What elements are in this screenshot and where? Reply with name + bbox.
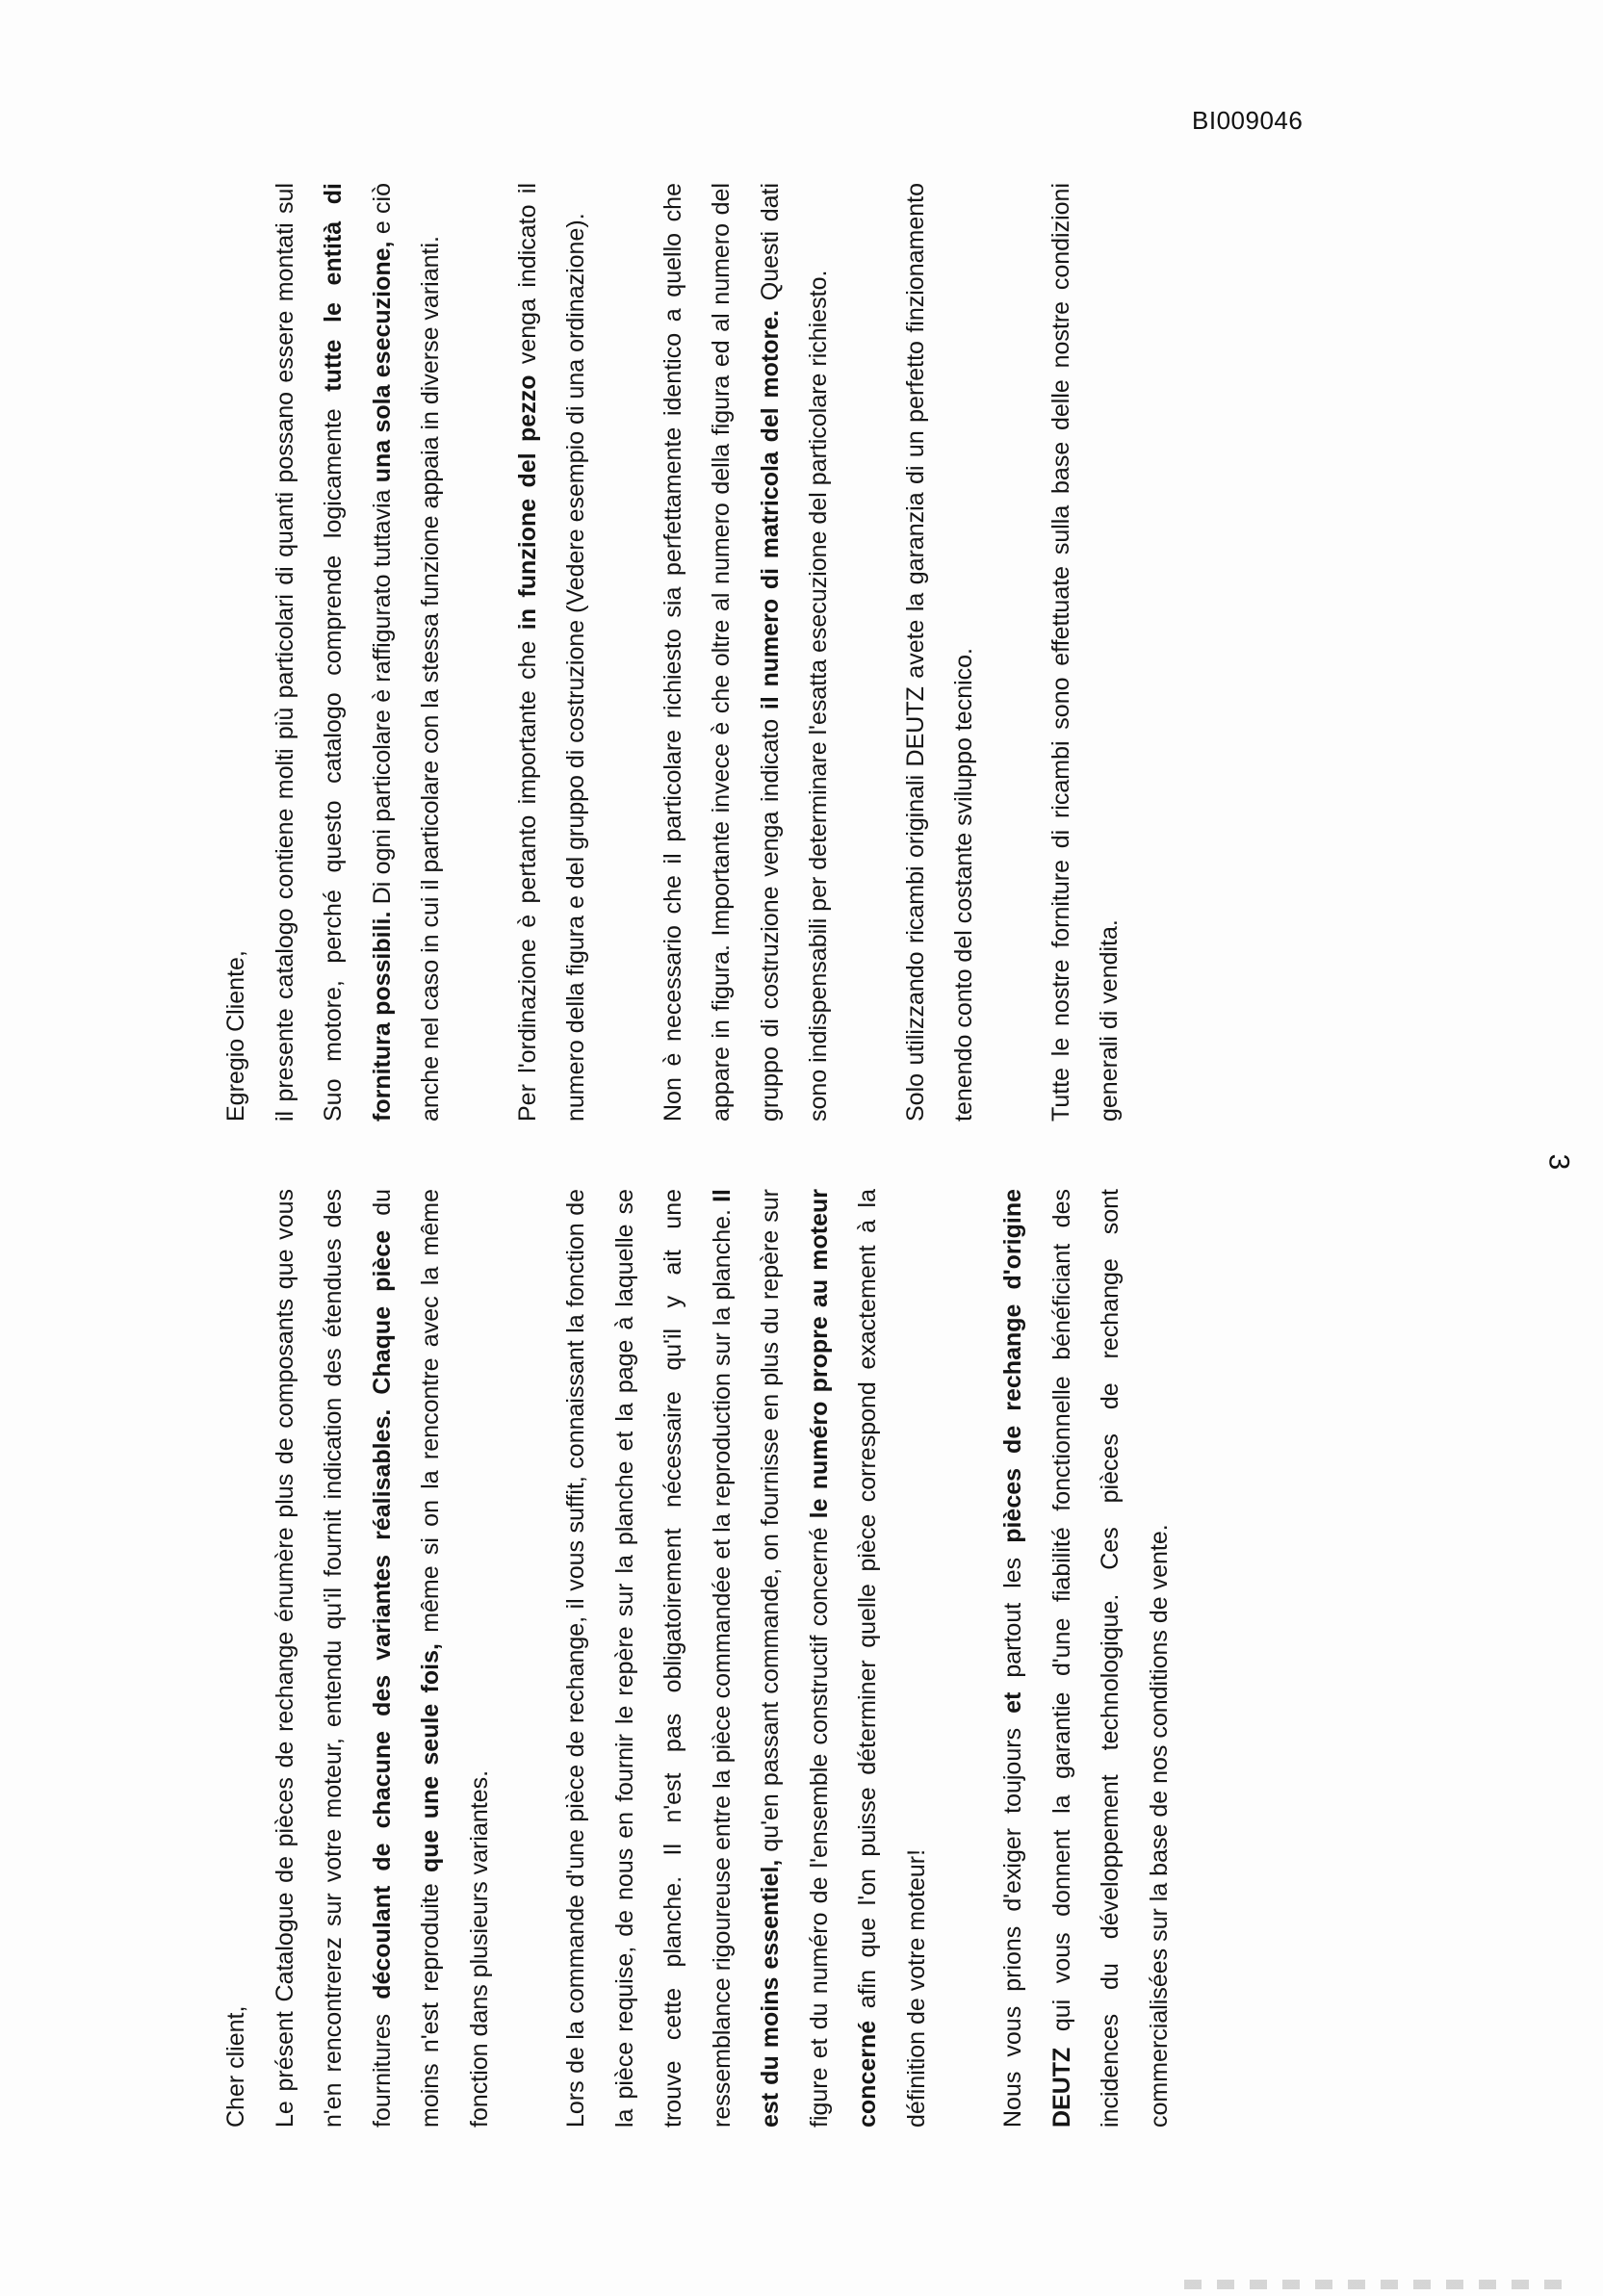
french-greeting: Cher client, — [222, 2005, 249, 2128]
text-segment: Le présent Catalogue de pièces de rechange énumère plus de composants que vous n'en rencontrerez sur votre moteur, entendu qu'il fournit indication des étendues des fournitures — [271, 1189, 396, 2128]
text-segment: Di ogni particolare è raffigurato tuttavia — [368, 482, 396, 912]
bold-text-segment: in funzione del pezzo — [513, 374, 541, 631]
italian-paragraph-4 — [892, 183, 989, 1122]
text-segment: venga indicato il numero della figura e del gruppo di costruzione (Vedere esempio di una ordinazione). — [513, 182, 589, 1122]
page-number: 3 — [1542, 1153, 1575, 1171]
french-paragraph-3 — [989, 1189, 1183, 2128]
italian-paragraph-3 — [649, 183, 843, 1122]
document-id: BI009046 — [1192, 106, 1304, 135]
text-segment: Questi dati sono indispensabili per determinare l'esatta esecuzione del particolare richiesto. — [756, 183, 832, 1122]
text-segment: Solo utilizzando ricambi originali DEUTZ avete la garanzia di un perfetto finzionamento tenendo conto del costante sviluppo tecnico. — [901, 183, 977, 1122]
rotated-text-block — [212, 183, 1425, 2128]
bold-text-segment: et — [999, 1691, 1026, 1714]
bold-text-segment: pièces de rechange d'origine DEUTZ — [999, 1189, 1075, 2128]
bold-text-segment: le numéro propre au moteur concerné — [805, 1189, 881, 2128]
text-segment: partout les — [999, 1542, 1026, 1692]
french-column — [212, 1189, 1425, 2128]
french-paragraph-2 — [552, 1189, 941, 2128]
text-segment: Lors de la commande d'une pièce de rechange, il vous suffit, connaissant la fonction de la pièce requise, de nous en fournir le repère sur la planche et la page à laquelle se trouve cette planche. Il n'est pas obligatoirement nécessaire qu'il y ait une ressemblance rigoureuse entre la pièce commandée et la reproduction sur la planche. — [562, 1189, 736, 2128]
bold-text-segment: il numero di matricola del motore. — [756, 309, 784, 710]
text-segment: Per l'ordinazione è pertanto importante che — [513, 630, 541, 1122]
bold-text-segment: una sola esecuzione, — [368, 241, 396, 483]
french-paragraph-1 — [261, 1189, 504, 2128]
text-segment: il presente catalogo contiene molti più particolari di quanti possano essere montati sul Suo motore, perché questo catalogo comprende logicamente — [271, 183, 347, 1122]
italian-paragraph-2 — [504, 183, 601, 1122]
bold-text-segment: tutte le entità di fornitura possibili. — [320, 183, 396, 1122]
scan-artifact — [1184, 2280, 1569, 2289]
text-segment: du moins n'est reproduite — [368, 1189, 444, 2128]
text-segment: même si on la rencontre avec la même fonction dans plusieurs variantes. — [417, 1189, 493, 2128]
italian-greeting: Egregio Cliente, — [222, 950, 249, 1122]
text-segment: Non è necessario che il particolare richiesto sia perfettamente identico a quello che appare in figura. Importante invece è che oltre al numero della figura ed al numero del gruppo di costruzione venga indicato — [659, 183, 784, 1122]
text-segment: Tutte le nostre forniture di ricambi sono effettuate sulla base delle nostre condizioni generali di vendita. — [1047, 183, 1123, 1122]
text-segment: qu'en passant commande, on fournisse en plus du repère sur figure et du numéro de l'ensemble constructif concerné — [757, 1189, 833, 2128]
bold-text-segment: découlant de chacune des variantes réalisables. Chaque pièce — [368, 1229, 396, 1999]
text-segment: qui vous donnent la garantie d'une fiabilité fonctionnelle bénéficiant des incidences du développement technologique. Ces pièces de rechange sont commercialisées sur la base de nos conditions de vente. — [1047, 1189, 1173, 2128]
italian-paragraph-1 — [261, 183, 455, 1122]
text-segment: Nous vous prions d'exiger toujours — [999, 1713, 1026, 2128]
text-segment: e ciò anche nel caso in cui il particolare con la stessa funzione appaia in diverse varianti. — [368, 183, 444, 1122]
text-segment: afin que l'on puisse déterminer quelle pièce correspond exactement à la définition de votre moteur! — [854, 1189, 930, 2128]
bold-text-segment: que une seule fois, — [417, 1643, 444, 1872]
italian-column — [212, 183, 1425, 1122]
bold-text-segment: Il est du moins essentiel, — [708, 1189, 784, 2128]
italian-paragraph-5 — [1037, 183, 1134, 1122]
